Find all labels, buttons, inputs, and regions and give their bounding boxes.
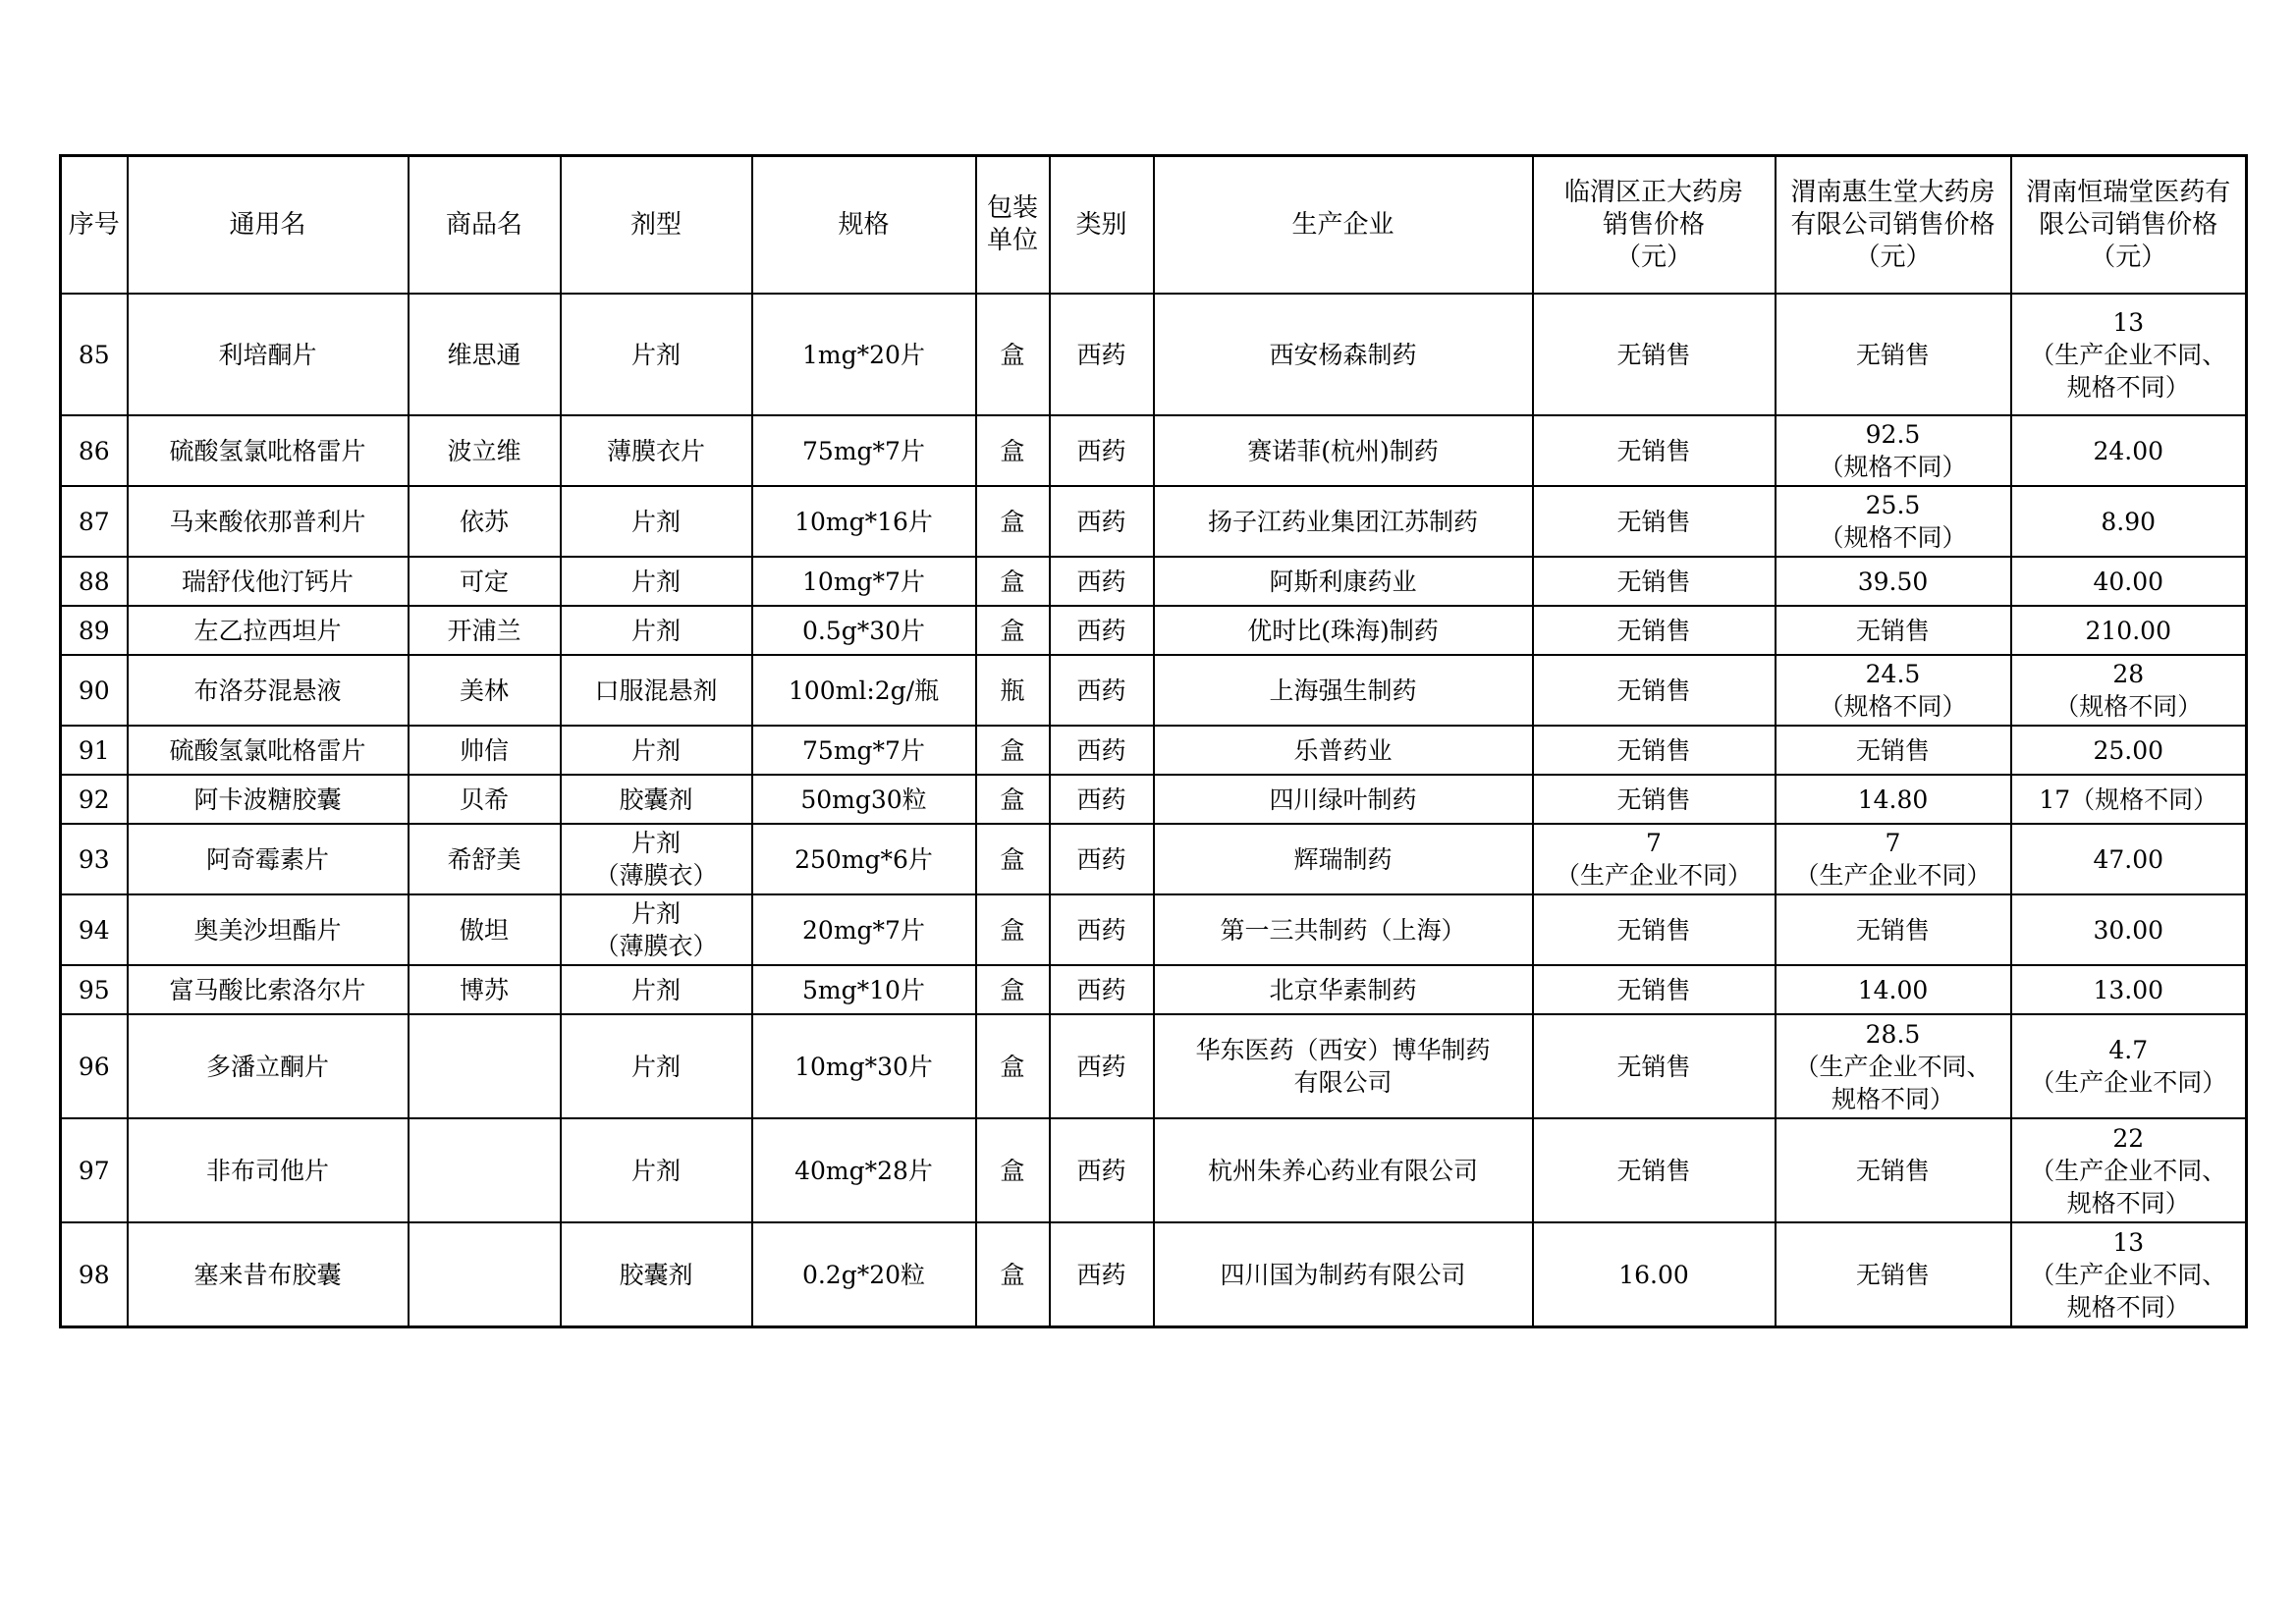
header-price-store-3 xyxy=(2011,156,2247,295)
cell-price-store-1 xyxy=(1533,1222,1776,1327)
cell-dosage-form xyxy=(561,606,752,655)
cell-text-line: 薄膜衣片 xyxy=(606,436,705,465)
cell-specification: 50mg30粒 xyxy=(752,775,976,824)
cell-text-line: 17（规格不同） xyxy=(2039,784,2218,814)
cell-no: 85 xyxy=(61,294,128,415)
cell-dosage-form xyxy=(561,824,752,894)
cell-package-unit: 盒 xyxy=(976,1222,1050,1327)
cell-text-line: （生产企业不同） xyxy=(2030,1068,2227,1097)
cell-generic-name: 瑞舒伐他汀钙片 xyxy=(128,557,409,606)
cell-text-line: 无销售 xyxy=(1855,1260,1930,1289)
cell-no: 96 xyxy=(61,1014,128,1118)
cell-price-store-2 xyxy=(1776,1118,2011,1222)
cell-manufacturer xyxy=(1154,1118,1533,1222)
cell-price-store-1 xyxy=(1533,606,1776,655)
cell-text-line: 片剂 xyxy=(630,899,681,928)
cell-text-line: （薄膜衣） xyxy=(594,932,718,960)
table-row xyxy=(61,606,2247,655)
cell-generic-name: 富马酸比索洛尔片 xyxy=(128,965,409,1014)
cell-text-line: 片剂 xyxy=(630,1052,681,1081)
cell-dosage-form xyxy=(561,655,752,726)
table-row xyxy=(61,294,2247,415)
cell-text-line: 规格不同） xyxy=(1831,1084,1954,1113)
cell-manufacturer xyxy=(1154,775,1533,824)
cell-dosage-form xyxy=(561,1118,752,1222)
cell-text-line: 胶囊剂 xyxy=(619,1260,693,1289)
cell-text-line: 片剂 xyxy=(630,567,681,596)
cell-text-line: 7 xyxy=(1646,829,1662,857)
table-row xyxy=(61,1014,2247,1118)
cell-text-line: （生产企业不同、 xyxy=(2030,340,2227,369)
cell-brand-name: 维思通 xyxy=(409,294,561,415)
header-text-line: 销售价格 xyxy=(1602,209,1705,240)
cell-category: 西药 xyxy=(1050,606,1154,655)
cell-manufacturer xyxy=(1154,965,1533,1014)
cell-text-line: 无销售 xyxy=(1616,616,1691,645)
cell-text-line: 8.90 xyxy=(2101,507,2157,536)
cell-no: 86 xyxy=(61,415,128,486)
cell-price-store-2 xyxy=(1776,1014,2011,1118)
cell-manufacturer xyxy=(1154,294,1533,415)
cell-price-store-3 xyxy=(2011,775,2247,824)
cell-manufacturer xyxy=(1154,557,1533,606)
cell-generic-name: 非布司他片 xyxy=(128,1118,409,1222)
header-text-line: （元） xyxy=(1854,242,1932,272)
cell-category: 西药 xyxy=(1050,1222,1154,1327)
cell-text-line: 无销售 xyxy=(1616,507,1691,536)
cell-text-line: 39.50 xyxy=(1857,567,1929,596)
cell-package-unit: 盒 xyxy=(976,726,1050,775)
cell-dosage-form xyxy=(561,894,752,965)
cell-price-store-1 xyxy=(1533,294,1776,415)
cell-text-line: 28 xyxy=(2112,660,2145,688)
cell-text-line: 西安杨森制药 xyxy=(1269,340,1417,369)
cell-text-line: 北京华素制药 xyxy=(1269,975,1417,1004)
header-text-line: 临渭区正大药房 xyxy=(1563,177,1743,207)
cell-text-line: 辉瑞制药 xyxy=(1293,844,1393,874)
cell-price-store-2 xyxy=(1776,775,2011,824)
cell-text-line: 无销售 xyxy=(1616,784,1691,814)
cell-manufacturer xyxy=(1154,1014,1533,1118)
cell-text-line: 规格不同） xyxy=(2066,1292,2190,1322)
header-text-line: 有限公司销售价格 xyxy=(1790,209,1995,240)
cell-package-unit: 盒 xyxy=(976,1118,1050,1222)
cell-generic-name: 布洛芬混悬液 xyxy=(128,655,409,726)
cell-price-store-3 xyxy=(2011,965,2247,1014)
cell-text-line: 杭州朱养心药业有限公司 xyxy=(1207,1156,1478,1185)
cell-text-line: 无销售 xyxy=(1855,1156,1930,1185)
cell-brand-name xyxy=(409,1118,561,1222)
table-row xyxy=(61,486,2247,557)
table-row xyxy=(61,655,2247,726)
cell-text-line: 优时比(珠海)制药 xyxy=(1247,616,1439,645)
cell-specification: 40mg*28片 xyxy=(752,1118,976,1222)
header-price-store-1 xyxy=(1533,156,1776,295)
cell-text-line: 四川国为制药有限公司 xyxy=(1220,1260,1466,1289)
cell-dosage-form xyxy=(561,415,752,486)
cell-price-store-1 xyxy=(1533,557,1776,606)
cell-manufacturer xyxy=(1154,655,1533,726)
cell-price-store-2 xyxy=(1776,486,2011,557)
header-text-line: 序号 xyxy=(68,209,120,240)
cell-text-line: 40.00 xyxy=(2093,567,2164,596)
header-text-line: 商品名 xyxy=(445,209,522,240)
table-row xyxy=(61,1222,2247,1327)
header-category xyxy=(1050,156,1154,295)
cell-price-store-3 xyxy=(2011,726,2247,775)
cell-price-store-3 xyxy=(2011,1014,2247,1118)
cell-price-store-1 xyxy=(1533,726,1776,775)
cell-no: 93 xyxy=(61,824,128,894)
cell-text-line: 无销售 xyxy=(1616,975,1691,1004)
cell-text-line: 阿斯利康药业 xyxy=(1269,567,1417,596)
cell-text-line: 口服混悬剂 xyxy=(594,676,718,705)
cell-brand-name: 开浦兰 xyxy=(409,606,561,655)
header-text-line: 单位 xyxy=(986,226,1038,255)
cell-category: 西药 xyxy=(1050,1118,1154,1222)
table-body xyxy=(61,294,2247,1327)
table-row xyxy=(61,726,2247,775)
cell-package-unit: 盒 xyxy=(976,606,1050,655)
header-text-line: （元） xyxy=(2090,242,2167,272)
table-row xyxy=(61,775,2247,824)
cell-text-line: 13.00 xyxy=(2093,975,2164,1004)
cell-text-line: 华东医药（西安）博华制药 xyxy=(1195,1036,1491,1064)
cell-brand-name: 美林 xyxy=(409,655,561,726)
cell-price-store-1 xyxy=(1533,894,1776,965)
cell-text-line: 无销售 xyxy=(1616,735,1691,765)
table-row xyxy=(61,824,2247,894)
cell-generic-name: 阿卡波糖胶囊 xyxy=(128,775,409,824)
header-no xyxy=(61,156,128,295)
cell-specification: 10mg*7片 xyxy=(752,557,976,606)
cell-text-line: 210.00 xyxy=(2085,616,2171,645)
cell-text-line: （薄膜衣） xyxy=(594,861,718,890)
cell-text-line: 无销售 xyxy=(1616,1156,1691,1185)
cell-text-line: （规格不同） xyxy=(1819,453,1967,481)
header-text-line: 包装 xyxy=(986,193,1038,223)
cell-text-line: 22 xyxy=(2112,1123,2145,1153)
cell-category: 西药 xyxy=(1050,294,1154,415)
header-text-line: 渭南惠生堂大药房 xyxy=(1790,177,1995,207)
cell-specification: 100ml:2g/瓶 xyxy=(752,655,976,726)
cell-package-unit: 盒 xyxy=(976,486,1050,557)
cell-text-line: 无销售 xyxy=(1855,340,1930,369)
cell-text-line: （规格不同） xyxy=(2054,692,2203,721)
cell-dosage-form xyxy=(561,775,752,824)
cell-dosage-form xyxy=(561,726,752,775)
table-row xyxy=(61,557,2247,606)
cell-text-line: 7 xyxy=(1885,829,1901,857)
cell-price-store-3 xyxy=(2011,1222,2247,1327)
cell-generic-name: 硫酸氢氯吡格雷片 xyxy=(128,726,409,775)
cell-brand-name xyxy=(409,1222,561,1327)
cell-price-store-2 xyxy=(1776,655,2011,726)
cell-price-store-1 xyxy=(1533,824,1776,894)
header-specification xyxy=(752,156,976,295)
cell-text-line: 片剂 xyxy=(630,507,681,536)
cell-brand-name: 依苏 xyxy=(409,486,561,557)
cell-category: 西药 xyxy=(1050,655,1154,726)
cell-generic-name: 奥美沙坦酯片 xyxy=(128,894,409,965)
cell-price-store-2 xyxy=(1776,824,2011,894)
cell-text-line: 胶囊剂 xyxy=(619,784,693,814)
cell-category: 西药 xyxy=(1050,824,1154,894)
cell-text-line: 无销售 xyxy=(1855,735,1930,765)
cell-text-line: 无销售 xyxy=(1855,616,1930,645)
cell-generic-name: 左乙拉西坦片 xyxy=(128,606,409,655)
cell-text-line: 片剂 xyxy=(630,1156,681,1185)
header-text-line: 剂型 xyxy=(629,209,682,240)
cell-no: 94 xyxy=(61,894,128,965)
cell-text-line: 28.5 xyxy=(1865,1019,1921,1049)
cell-package-unit: 盒 xyxy=(976,415,1050,486)
cell-manufacturer xyxy=(1154,726,1533,775)
cell-manufacturer xyxy=(1154,824,1533,894)
table-header-row xyxy=(61,156,2247,295)
cell-category: 西药 xyxy=(1050,965,1154,1014)
cell-price-store-3 xyxy=(2011,557,2247,606)
cell-text-line: 25.5 xyxy=(1865,491,1921,519)
cell-specification: 75mg*7片 xyxy=(752,726,976,775)
cell-brand-name: 希舒美 xyxy=(409,824,561,894)
table-row xyxy=(61,415,2247,486)
cell-package-unit: 盒 xyxy=(976,894,1050,965)
cell-package-unit: 盒 xyxy=(976,557,1050,606)
cell-price-store-2 xyxy=(1776,294,2011,415)
cell-text-line: 四川绿叶制药 xyxy=(1269,784,1417,814)
cell-text-line: 规格不同） xyxy=(2066,1188,2190,1217)
header-brand-name xyxy=(409,156,561,295)
cell-text-line: 上海强生制药 xyxy=(1269,676,1417,705)
cell-text-line: （生产企业不同、 xyxy=(2030,1156,2227,1185)
cell-text-line: 无销售 xyxy=(1616,676,1691,705)
header-text-line: 渭南恒瑞堂医药有 xyxy=(2026,177,2231,207)
cell-price-store-2 xyxy=(1776,606,2011,655)
cell-specification: 20mg*7片 xyxy=(752,894,976,965)
cell-text-line: 赛诺菲(杭州)制药 xyxy=(1247,436,1439,465)
cell-text-line: 无销售 xyxy=(1616,915,1691,945)
cell-specification: 0.5g*30片 xyxy=(752,606,976,655)
cell-text-line: 14.00 xyxy=(1857,975,1929,1004)
cell-no: 92 xyxy=(61,775,128,824)
cell-no: 97 xyxy=(61,1118,128,1222)
cell-category: 西药 xyxy=(1050,557,1154,606)
cell-price-store-3 xyxy=(2011,415,2247,486)
cell-text-line: 47.00 xyxy=(2093,844,2164,874)
cell-text-line: （生产企业不同、 xyxy=(2030,1260,2227,1289)
table-row xyxy=(61,1118,2247,1222)
cell-price-store-3 xyxy=(2011,294,2247,415)
cell-category: 西药 xyxy=(1050,726,1154,775)
cell-category: 西药 xyxy=(1050,1014,1154,1118)
cell-brand-name: 帅信 xyxy=(409,726,561,775)
cell-text-line: 25.00 xyxy=(2093,735,2164,765)
cell-price-store-1 xyxy=(1533,655,1776,726)
cell-text-line: 规格不同） xyxy=(2066,372,2190,402)
header-dosage-form xyxy=(561,156,752,295)
cell-specification: 250mg*6片 xyxy=(752,824,976,894)
cell-text-line: 片剂 xyxy=(630,616,681,645)
header-text-line: 通用名 xyxy=(229,209,306,240)
cell-text-line: 4.7 xyxy=(2108,1036,2149,1064)
cell-price-store-1 xyxy=(1533,965,1776,1014)
header-text-line: 限公司销售价格 xyxy=(2039,209,2218,240)
cell-dosage-form xyxy=(561,1014,752,1118)
cell-generic-name: 利培酮片 xyxy=(128,294,409,415)
cell-text-line: 无销售 xyxy=(1855,915,1930,945)
cell-manufacturer xyxy=(1154,1222,1533,1327)
cell-text-line: （规格不同） xyxy=(1819,523,1967,552)
cell-dosage-form xyxy=(561,486,752,557)
table-row xyxy=(61,894,2247,965)
cell-text-line: （规格不同） xyxy=(1819,692,1967,721)
cell-dosage-form xyxy=(561,294,752,415)
cell-price-store-1 xyxy=(1533,775,1776,824)
cell-price-store-1 xyxy=(1533,486,1776,557)
cell-brand-name xyxy=(409,1014,561,1118)
cell-no: 95 xyxy=(61,965,128,1014)
drug-price-table xyxy=(59,154,2248,1328)
cell-price-store-2 xyxy=(1776,894,2011,965)
table-row xyxy=(61,965,2247,1014)
header-text-line: （元） xyxy=(1614,242,1692,272)
header-price-store-2 xyxy=(1776,156,2011,295)
cell-no: 90 xyxy=(61,655,128,726)
cell-price-store-2 xyxy=(1776,1222,2011,1327)
cell-specification: 1mg*20片 xyxy=(752,294,976,415)
cell-dosage-form xyxy=(561,557,752,606)
cell-generic-name: 塞来昔布胶囊 xyxy=(128,1222,409,1327)
cell-price-store-3 xyxy=(2011,1118,2247,1222)
cell-price-store-3 xyxy=(2011,894,2247,965)
cell-category: 西药 xyxy=(1050,415,1154,486)
cell-price-store-2 xyxy=(1776,726,2011,775)
cell-no: 91 xyxy=(61,726,128,775)
cell-text-line: （生产企业不同） xyxy=(1794,861,1992,890)
cell-category: 西药 xyxy=(1050,894,1154,965)
header-package-unit xyxy=(976,156,1050,295)
cell-text-line: 无销售 xyxy=(1616,1052,1691,1081)
cell-no: 89 xyxy=(61,606,128,655)
cell-no: 87 xyxy=(61,486,128,557)
cell-text-line: 片剂 xyxy=(630,735,681,765)
cell-brand-name: 波立维 xyxy=(409,415,561,486)
cell-price-store-3 xyxy=(2011,655,2247,726)
cell-package-unit: 瓶 xyxy=(976,655,1050,726)
header-text-line: 规格 xyxy=(838,209,890,240)
cell-price-store-3 xyxy=(2011,824,2247,894)
cell-manufacturer xyxy=(1154,415,1533,486)
cell-manufacturer xyxy=(1154,486,1533,557)
cell-text-line: 30.00 xyxy=(2093,915,2164,945)
cell-text-line: 片剂 xyxy=(630,340,681,369)
cell-text-line: 有限公司 xyxy=(1293,1068,1393,1097)
cell-brand-name: 博苏 xyxy=(409,965,561,1014)
cell-generic-name: 阿奇霉素片 xyxy=(128,824,409,894)
cell-brand-name: 可定 xyxy=(409,557,561,606)
cell-category: 西药 xyxy=(1050,486,1154,557)
cell-price-store-2 xyxy=(1776,965,2011,1014)
cell-manufacturer xyxy=(1154,606,1533,655)
cell-text-line: 无销售 xyxy=(1616,436,1691,465)
cell-text-line: 乐普药业 xyxy=(1293,735,1393,765)
cell-text-line: 扬子江药业集团江苏制药 xyxy=(1207,507,1478,536)
cell-specification: 75mg*7片 xyxy=(752,415,976,486)
cell-price-store-3 xyxy=(2011,606,2247,655)
cell-dosage-form xyxy=(561,1222,752,1327)
cell-package-unit: 盒 xyxy=(976,824,1050,894)
cell-text-line: （生产企业不同、 xyxy=(1794,1052,1992,1081)
cell-text-line: （生产企业不同） xyxy=(1555,861,1752,890)
cell-price-store-1 xyxy=(1533,1014,1776,1118)
cell-text-line: 24.5 xyxy=(1865,660,1921,688)
cell-brand-name: 贝希 xyxy=(409,775,561,824)
cell-dosage-form xyxy=(561,965,752,1014)
cell-text-line: 92.5 xyxy=(1865,420,1921,449)
cell-package-unit: 盒 xyxy=(976,775,1050,824)
cell-specification: 5mg*10片 xyxy=(752,965,976,1014)
cell-generic-name: 马来酸依那普利片 xyxy=(128,486,409,557)
cell-brand-name: 傲坦 xyxy=(409,894,561,965)
cell-category: 西药 xyxy=(1050,775,1154,824)
cell-text-line: 16.00 xyxy=(1618,1260,1689,1289)
cell-price-store-2 xyxy=(1776,415,2011,486)
cell-price-store-1 xyxy=(1533,415,1776,486)
cell-text-line: 第一三共制药（上海） xyxy=(1220,915,1466,945)
cell-generic-name: 多潘立酮片 xyxy=(128,1014,409,1118)
header-generic-name xyxy=(128,156,409,295)
header-text-line: 类别 xyxy=(1075,209,1127,240)
cell-generic-name: 硫酸氢氯吡格雷片 xyxy=(128,415,409,486)
cell-text-line: 片剂 xyxy=(630,975,681,1004)
cell-specification: 10mg*30片 xyxy=(752,1014,976,1118)
cell-no: 88 xyxy=(61,557,128,606)
cell-text-line: 无销售 xyxy=(1616,340,1691,369)
cell-text-line: 14.80 xyxy=(1857,784,1929,814)
cell-no: 98 xyxy=(61,1222,128,1327)
cell-text-line: 24.00 xyxy=(2093,436,2164,465)
cell-package-unit: 盒 xyxy=(976,965,1050,1014)
cell-price-store-1 xyxy=(1533,1118,1776,1222)
cell-specification: 10mg*16片 xyxy=(752,486,976,557)
cell-price-store-3 xyxy=(2011,486,2247,557)
cell-package-unit: 盒 xyxy=(976,294,1050,415)
cell-text-line: 片剂 xyxy=(630,829,681,857)
cell-text-line: 13 xyxy=(2112,1227,2145,1257)
header-text-line: 生产企业 xyxy=(1291,209,1394,240)
cell-price-store-2 xyxy=(1776,557,2011,606)
cell-specification: 0.2g*20粒 xyxy=(752,1222,976,1327)
header-manufacturer xyxy=(1154,156,1533,295)
cell-manufacturer xyxy=(1154,894,1533,965)
cell-package-unit: 盒 xyxy=(976,1014,1050,1118)
cell-text-line: 13 xyxy=(2112,307,2145,337)
cell-text-line: 无销售 xyxy=(1616,567,1691,596)
